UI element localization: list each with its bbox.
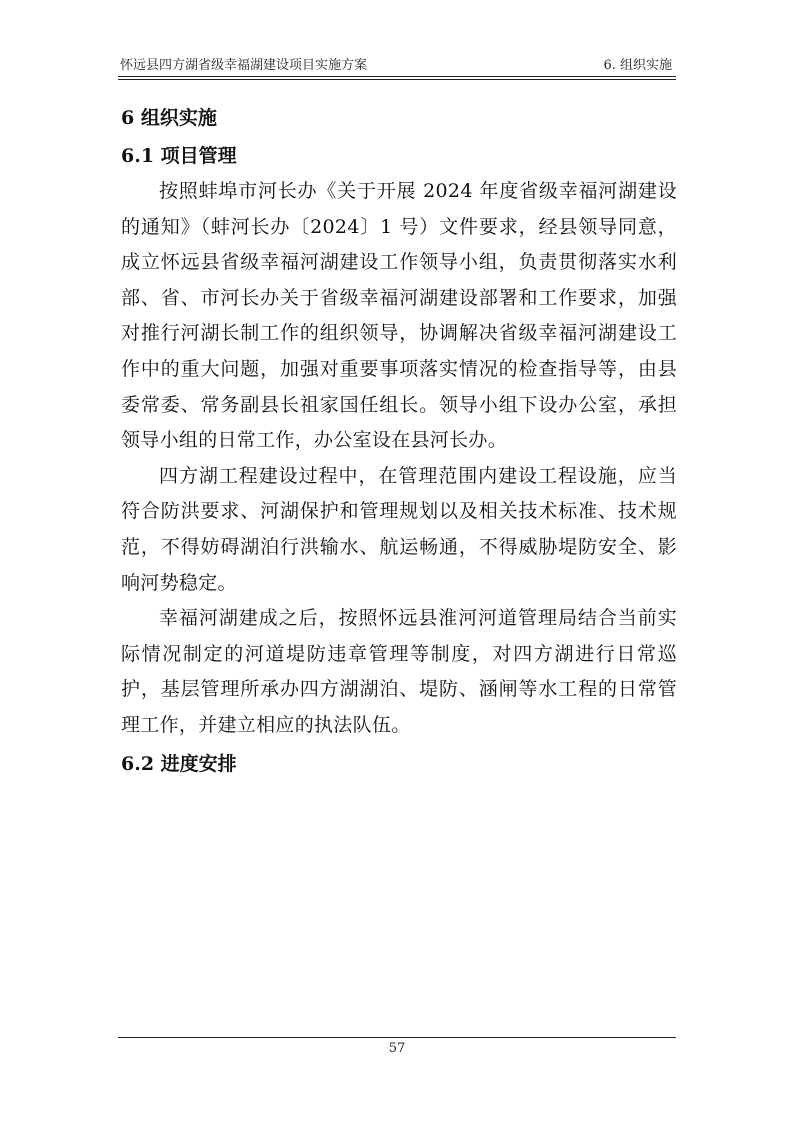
subsection-title-6-1: 6.1 项目管理 <box>121 145 237 167</box>
header-doc-title: 怀远县四方湖省级幸福湖建设项目实施方案 <box>120 58 368 73</box>
paragraph-3: 幸福河湖建成之后，按照怀远县淮河河道管理局结合当前实际情况制定的河道堤防违章管理等制度，对四方湖进行日常巡护，基层管理所承办四方湖湖泊、堤防、涵闸等水工程的日常管理工作，并建立相应的执法队伍。 <box>121 607 677 736</box>
page-number: 57 <box>388 1041 406 1056</box>
paragraph-1: 按照蚌埠市河长办《关于开展 2024 年度省级幸福河湖建设的通知》（蚌河长办〔2024〕1 号）文件要求，经县领导同意，成立怀远县省级幸福河湖建设工作领导小组，负责贯彻落实水利部、省、市河长办关于省级幸福河湖建设部署和工作要求，加强对推行河湖长制工作的组织领导，协调解决省级幸福河湖建设工作中的重大问题，加强对重要事项落实情况的检查指导等，由县委常委、常务副县长祖家国任组长。领导小组下设办公室，承担领导小组的日常工作，办公室设在县河长办。 <box>121 180 677 452</box>
page-header <box>118 52 676 74</box>
header-rule-thin <box>118 79 676 80</box>
section-title: 6 组织实施 <box>121 107 217 129</box>
header-chapter: 6. 组织实施 <box>603 58 672 73</box>
page-content <box>121 100 677 782</box>
header-rule <box>118 76 676 77</box>
subsection-title-6-2: 6.2 进度安排 <box>121 752 237 775</box>
paragraph-2: 四方湖工程建设过程中，在管理范围内建设工程设施，应当符合防洪要求、河湖保护和管理规划以及相关技术标准、技术规范，不得妨碍湖泊行洪输水、航运畅通，不得威胁堤防安全、影响河势稳定。 <box>121 464 677 594</box>
footer-rule <box>118 1037 676 1038</box>
